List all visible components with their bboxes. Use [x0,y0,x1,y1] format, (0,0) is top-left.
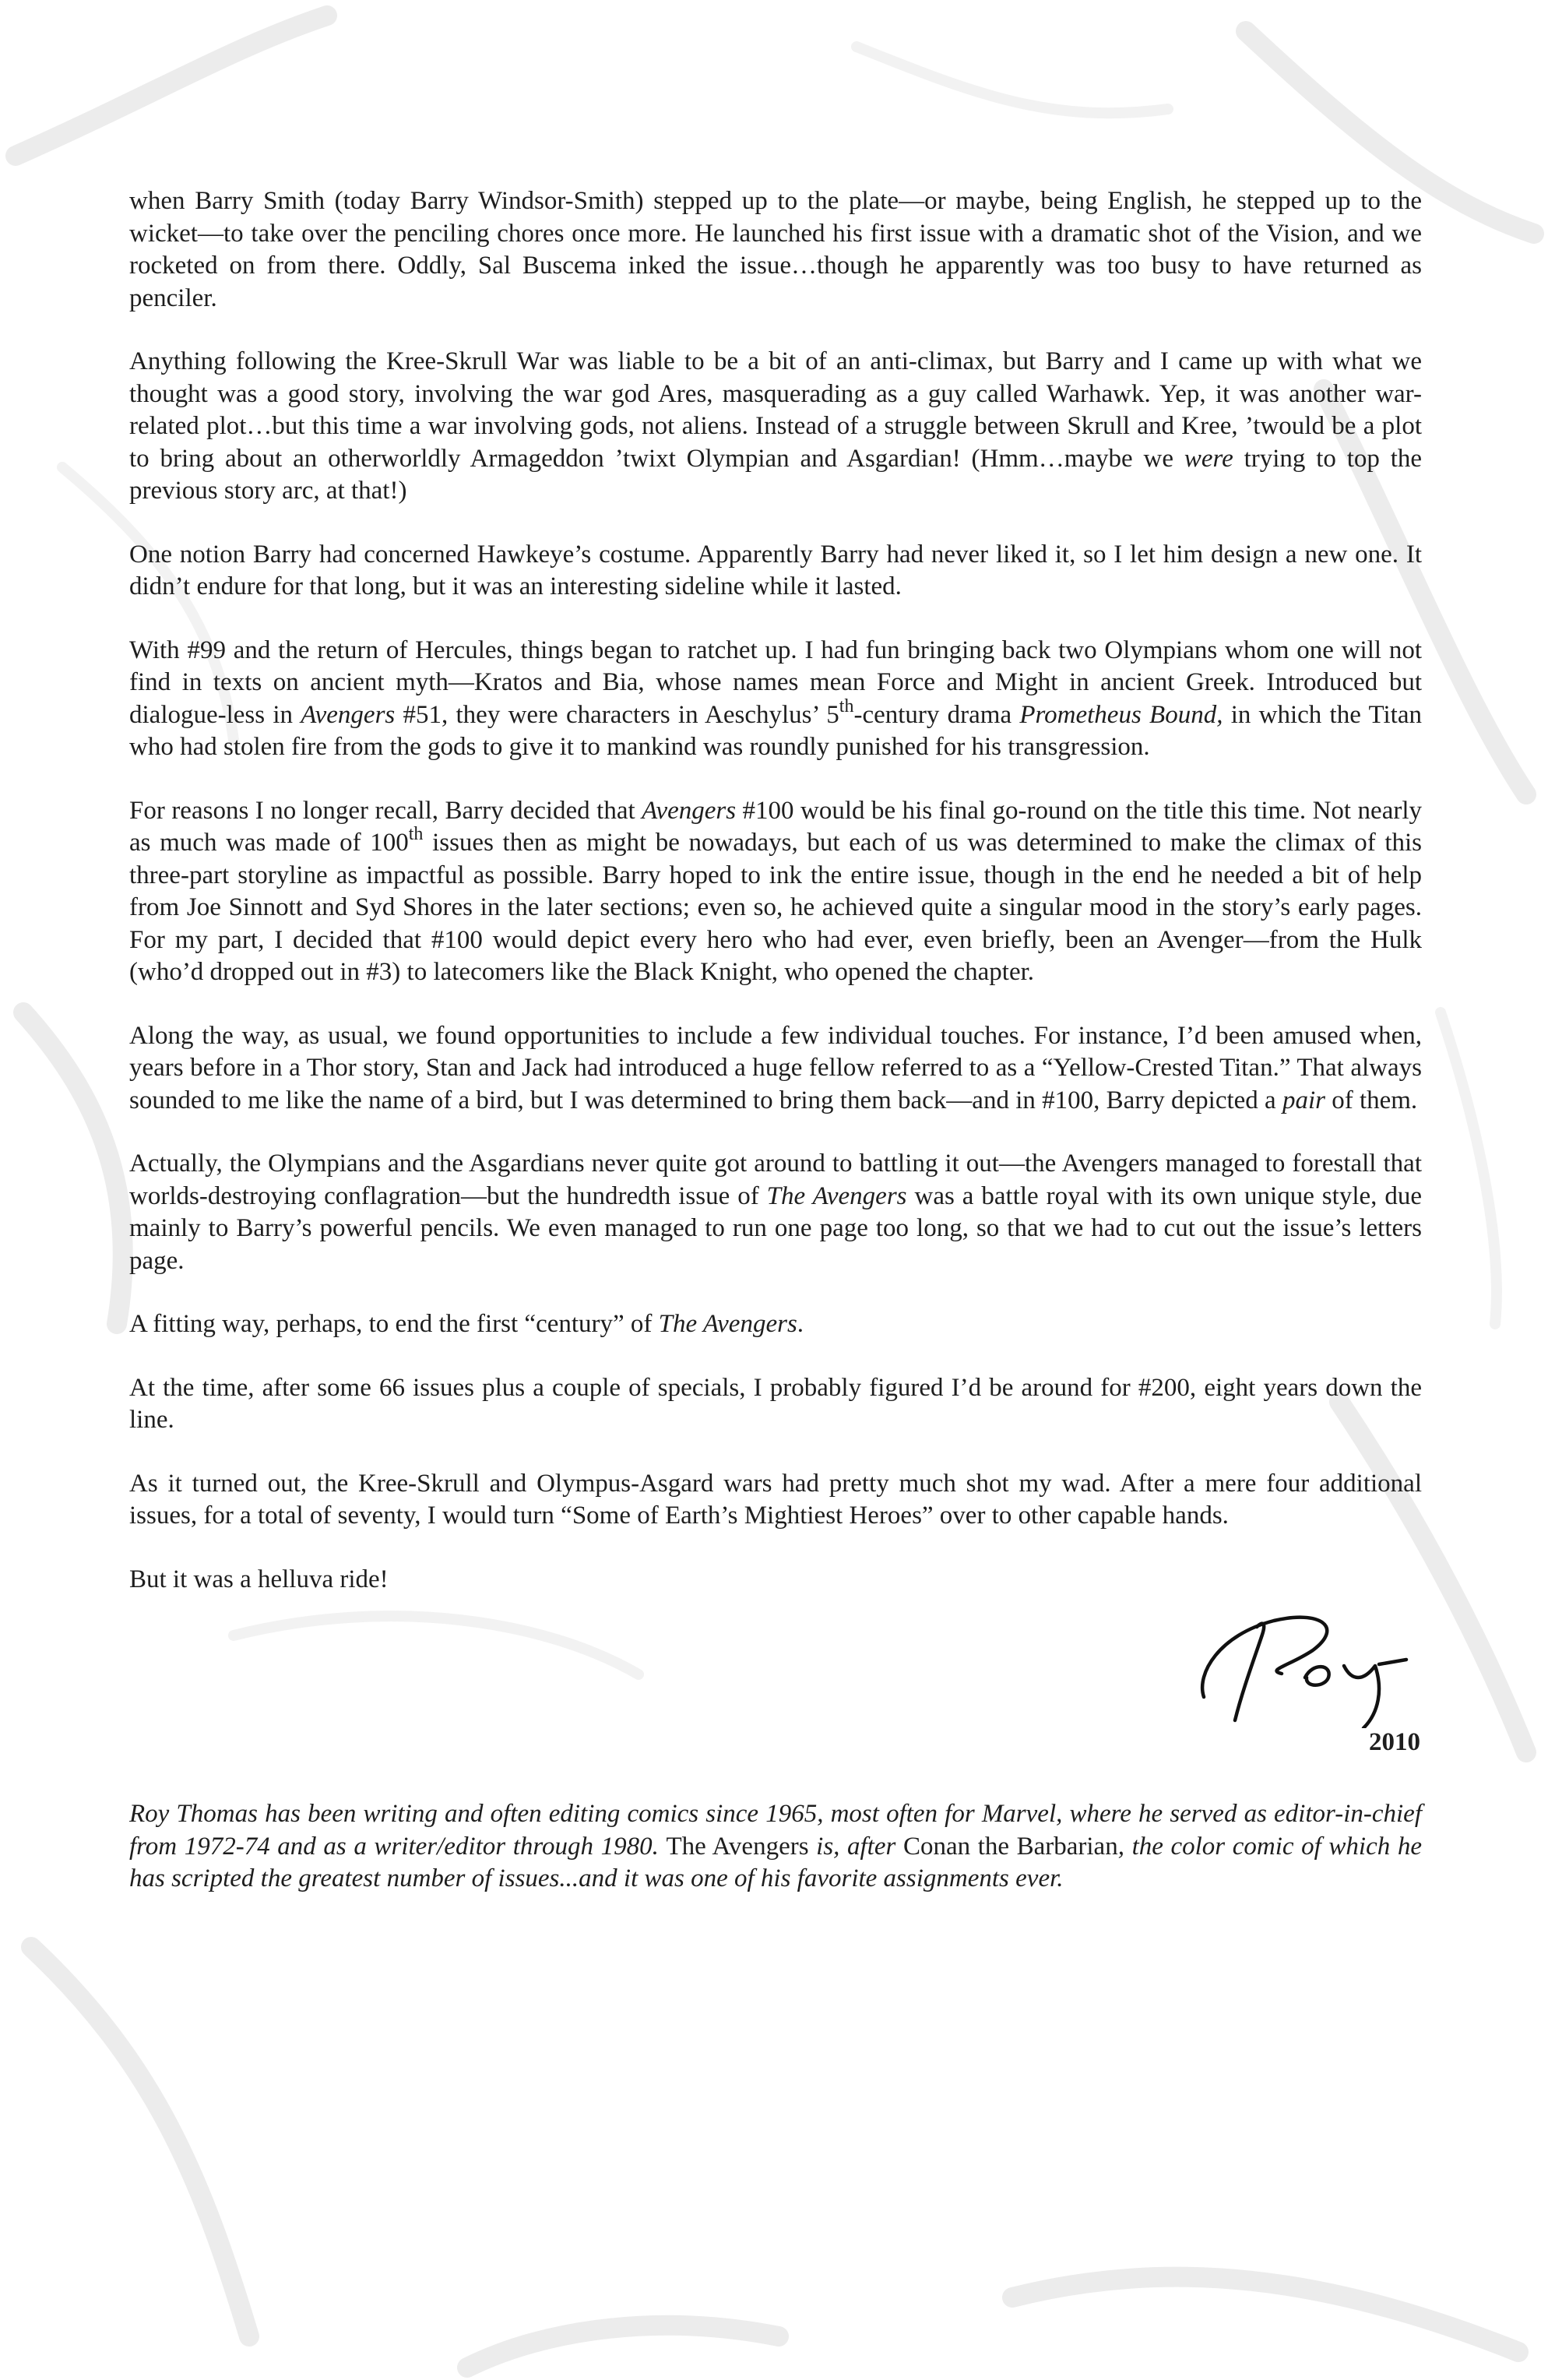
signature-year: 2010 [1369,1728,1420,1756]
signature-block [129,1604,1422,1798]
essay-paragraph-10: As it turned out, the Kree-Skrull and Olympus-Asgard wars had pretty much shot my wad. After a mere four additional issues, for a total of seventy, I would turn “Some of Earth’s Mightiest Heroes” over to other capable hands. [129,1469,1422,1530]
brush-stroke [857,47,1168,113]
essay-paragraph-5: For reasons I no longer recall, Barry decided that Avengers #100 would be his final go-round on the title this time. Not nearly as much was made of 100th issues then as might be nowadays, but each of us was determined to make the climax of this three-part storyline as impactful as possible. Barry hoped to ink the entire issue, though in the end he needed a bit of help from Joe Sinnott and Syd Shores in the later sections; even so, he achieved quite a singular mood in the story’s early pages. For my part, I decided that #100 would depict every hero who had ever, even briefly, been an Avenger—from the Hulk (who’d dropped out in #3) to latecomers like the Black Knight, who opened the chapter. [129,796,1422,986]
handwritten-signature [1188,1604,1422,1728]
essay-paragraph-4: With #99 and the return of Hercules, things began to ratchet up. I had fun bringing back two Olympians whom one will not find in texts on ancient myth—Kratos and Bia, whose names mean Force and Might in ancient Greek. Introduced but dialogue-less in Avengers #51, they were characters in Aeschylus’ 5th-century drama Prometheus Bound, in which the Titan who had stolen fire from the gods to give it to mankind was roundly punished for his transgression. [129,635,1422,761]
essay-paragraph-8: A fitting way, perhaps, to end the first “century” of The Avengers. [129,1310,804,1338]
essay-page [129,185,1422,1896]
essay-paragraph-6: Along the way, as usual, we found opportunities to include a few individual touches. For instance, I’d been amused when, years before in a Thor story, Stan and Jack had introduced a huge fellow referred to as a “Yellow-Crested Titan.” That always sounded to me like the name of a bird, but I was determined to bring them back—and in #100, Barry depicted a pair of them. [129,1021,1422,1114]
essay-paragraph-9: At the time, after some 66 issues plus a couple of specials, I probably figured I’d be around for #200, eight years down the line. [129,1373,1422,1434]
essay-paragraph-11: But it was a helluva ride! [129,1565,389,1593]
essay-paragraph-3: One notion Barry had concerned Hawkeye’s costume. Apparently Barry had never liked it, so I let him design a new one. It didn’t endure for that long, but it was an interesting sideline while it lasted. [129,540,1422,600]
author-bio: Roy Thomas has been writing and often editing comics since 1965, most often for Marvel, where he served as editor-in-chief from 1972-74 and as a writer/editor through 1980. The Avengers is, after Conan the Barbarian, the color comic of which he has scripted the greatest number of issues...and it was one of his favorite assignments ever. [129,1800,1422,1892]
brush-stroke [1441,1012,1497,1324]
brush-stroke [1012,2277,1518,2352]
brush-stroke [23,1012,123,1324]
brush-stroke [467,2325,779,2368]
essay-paragraph-1: when Barry Smith (today Barry Windsor-Smith) stepped up to the plate—or maybe, being English, he stepped up to the wicket—to take over the penciling chores once more. He launched his first issue with a dramatic shot of the Vision, and we rocketed on from there. Oddly, Sal Buscema inked the issue…though he apparently was too busy to have returned as penciler. [129,187,1422,312]
brush-stroke [31,1947,249,2336]
essay-paragraph-7: Actually, the Olympians and the Asgardians never quite got around to battling it out—the Avengers managed to forestall that worlds-destroying conflagration—but the hundredth issue of The Avengers was a battle royal with its own unique style, due mainly to Barry’s powerful pencils. We even managed to run one page too long, so that we had to cut out the issue’s letters page. [129,1150,1423,1275]
brush-stroke [16,16,327,156]
essay-paragraph-2: Anything following the Kree-Skrull War was liable to be a bit of an anti-climax, but Barry and I came up with what we thought was a good story, involving the war god Ares, masquerading as a guy called Warhawk. Yep, it was another war-related plot…but this time a war involving gods, not aliens. Instead of a struggle between Skrull and Kree, ’twould be a plot to bring about an otherworldly Armageddon ’twixt Olympian and Asgardian! (Hmm…maybe we were trying to top the previous story arc, at that!) [129,347,1423,505]
